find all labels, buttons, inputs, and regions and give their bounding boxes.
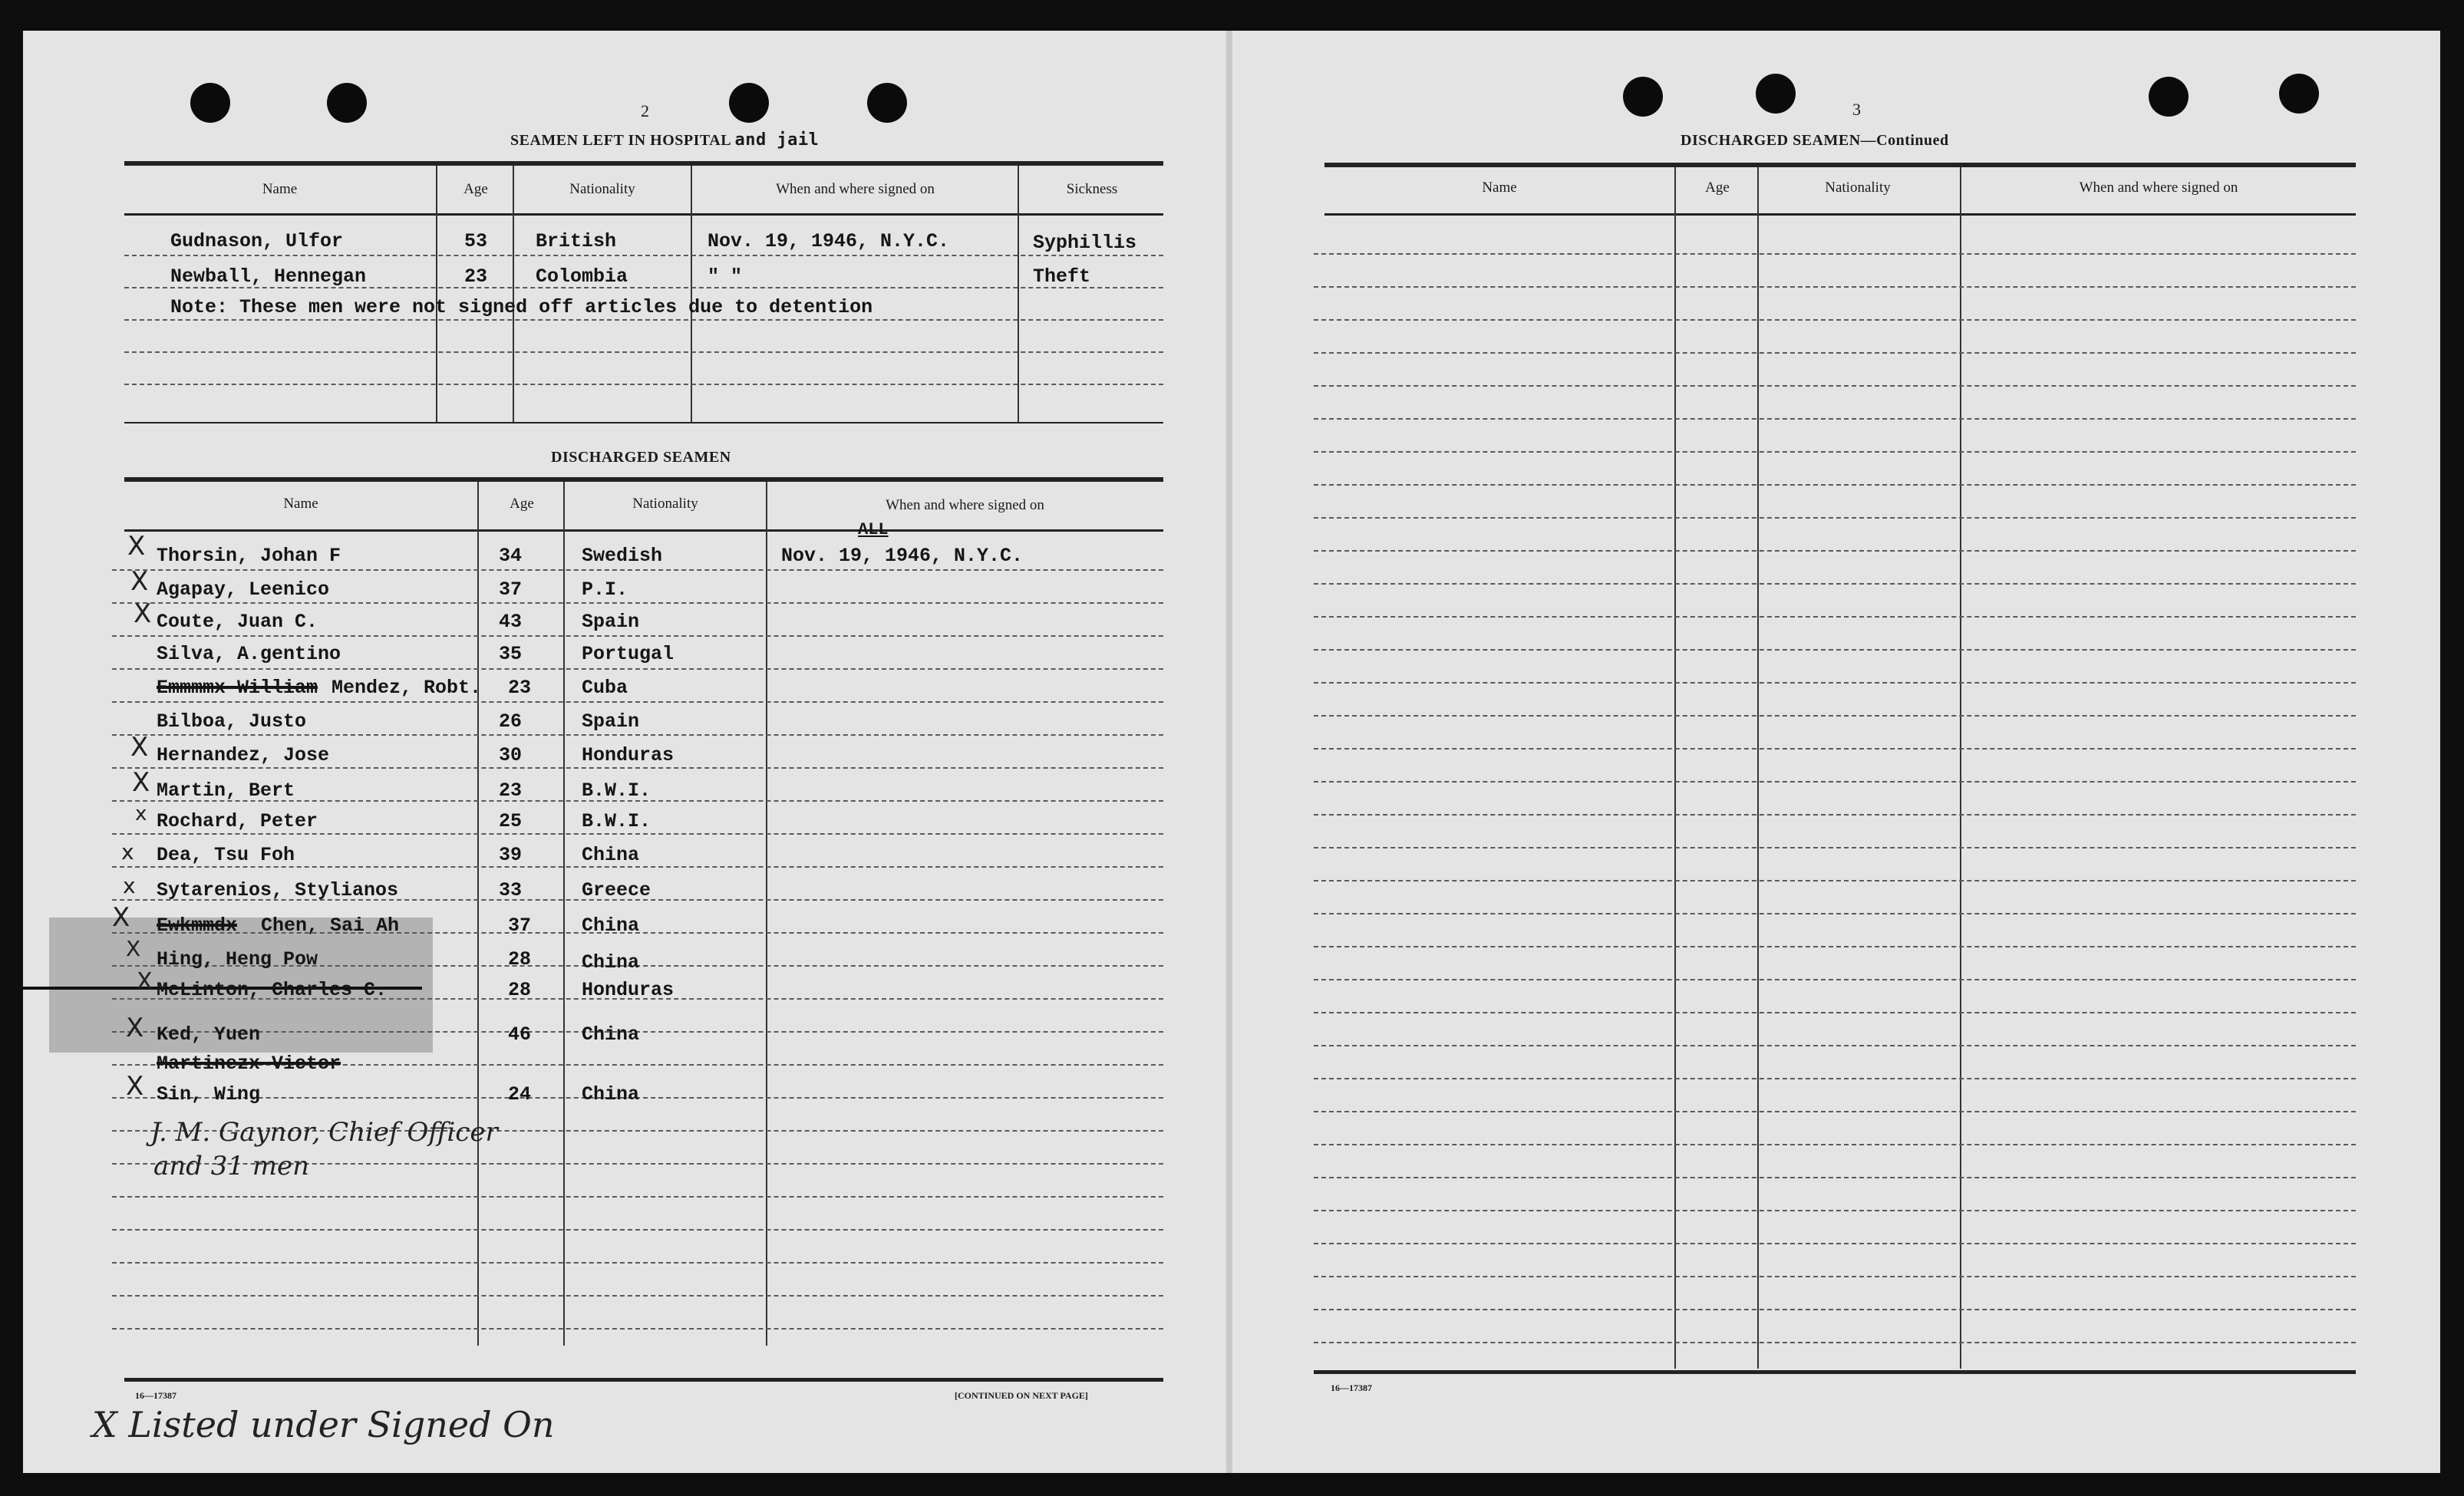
seaman-name: Coute, Juan C.: [157, 611, 318, 633]
row-line: [124, 255, 1163, 256]
hospital-row-nationality: British: [536, 230, 617, 252]
hospital-row-name: Newball, Hennegan: [170, 265, 367, 288]
row-line: [1314, 286, 2356, 288]
discharged-section-title: DISCHARGED SEAMEN: [551, 449, 731, 466]
column-divider: [1960, 167, 1961, 1369]
seaman-name: Sin, Wing: [157, 1083, 261, 1106]
check-mark: x: [121, 839, 134, 865]
seaman-nationality: Honduras: [582, 744, 675, 766]
top-rule: [124, 161, 1163, 166]
row-line: [1314, 583, 2356, 585]
row-line: [112, 833, 1163, 835]
check-mark: X: [126, 936, 141, 961]
header-rule: [124, 529, 1163, 532]
check-mark: X: [130, 566, 149, 597]
hospital-row-signed: Nov. 19, 1946, N.Y.C.: [708, 230, 950, 252]
top-rule: [1324, 163, 2356, 167]
row-line: [1314, 682, 2356, 684]
row-line: [1314, 517, 2356, 519]
row-line: [112, 866, 1163, 868]
check-mark: X: [126, 1013, 144, 1043]
punch-hole: [190, 83, 230, 123]
row-line: [1314, 1177, 2356, 1178]
seaman-name: McLinton, Charles C.: [157, 979, 388, 1001]
seaman-nationality: B.W.I.: [582, 779, 651, 802]
column-divider: [766, 482, 767, 1346]
row-line: [1314, 1276, 2356, 1277]
row-line: [112, 602, 1163, 604]
row-line: [1314, 451, 2356, 453]
row-line: [112, 668, 1163, 670]
seaman-age: 26: [499, 710, 523, 733]
row-line: [1314, 913, 2356, 914]
check-mark: X: [127, 531, 146, 562]
seaman-nationality: China: [582, 844, 640, 866]
all-label: ALL: [858, 520, 889, 539]
seaman-name-struck: Martinezx Victor: [157, 1053, 341, 1075]
punch-hole: [729, 83, 769, 123]
seaman-nationality: Swedish: [582, 545, 663, 567]
check-mark: X: [132, 767, 150, 798]
row-line: [112, 1328, 1163, 1330]
seaman-age: 23: [499, 779, 523, 802]
row-line: [112, 1196, 1163, 1198]
row-line: [1314, 1111, 2356, 1112]
row-line: [112, 1229, 1163, 1231]
seaman-age: 25: [499, 810, 523, 832]
hospital-row-signed: " ": [708, 265, 743, 288]
hospital-row-name: Gudnason, Ulfor: [170, 230, 344, 252]
row-line: [1314, 1342, 2356, 1343]
section-end-rule: [124, 422, 1163, 423]
hospital-row-age: 53: [464, 230, 488, 252]
check-mark: X: [130, 732, 149, 763]
seaman-nationality: Greece: [582, 879, 651, 901]
row-line: [124, 384, 1163, 385]
col-header-age: Age: [510, 496, 534, 512]
row-line: [1314, 1045, 2356, 1046]
row-line: [1314, 616, 2356, 618]
seaman-nationality: China: [582, 951, 640, 974]
row-line: [1314, 715, 2356, 717]
seaman-nationality: Spain: [582, 611, 640, 633]
struck-name-prefix: Emmmmx William: [157, 677, 318, 699]
seaman-name: Ked, Yuen: [157, 1023, 261, 1046]
punch-hole: [1756, 74, 1796, 114]
officer-signature: J. M. Gaynor, Chief Officer: [150, 1117, 498, 1148]
row-line: [1314, 550, 2356, 552]
seaman-nationality: Spain: [582, 710, 640, 733]
row-line: [1314, 649, 2356, 651]
page-fold: [1226, 31, 1232, 1473]
row-line: [112, 1262, 1163, 1264]
seaman-age: 24: [508, 1083, 532, 1106]
column-divider: [563, 482, 565, 1346]
header-rule: [1324, 213, 2356, 216]
row-line: [1314, 484, 2356, 486]
hospital-note: Note: These men were not signed off articles due to detention: [170, 296, 873, 318]
seaman-age: 37: [499, 578, 523, 601]
col-header-signed-on: When and where signed on: [776, 181, 935, 197]
top-rule: [124, 477, 1163, 482]
col-header-age: Age: [1705, 180, 1730, 196]
column-divider: [1757, 167, 1759, 1369]
row-line: [1314, 946, 2356, 947]
col-header-name: Name: [283, 496, 318, 512]
check-mark: x: [123, 873, 136, 898]
seaman-name: Dea, Tsu Foh: [157, 844, 295, 866]
row-line: [124, 319, 1163, 321]
seaman-age: 33: [499, 879, 523, 901]
row-line: [1314, 748, 2356, 750]
seaman-age: 23: [508, 677, 532, 699]
crew-count-note: and 31 men: [153, 1151, 310, 1181]
check-mark: x: [135, 802, 147, 825]
bottom-rule: [124, 1378, 1163, 1382]
column-divider: [1674, 167, 1676, 1369]
row-line: [112, 569, 1163, 571]
check-mark: X: [134, 598, 152, 629]
row-line: [112, 635, 1163, 637]
seaman-nationality: Cuba: [582, 677, 628, 699]
handwritten-footer: X Listed under Signed On: [92, 1404, 555, 1445]
col-header-name: Name: [262, 181, 298, 197]
seaman-name: Thorsin, Johan F: [157, 545, 341, 567]
seaman-age: 39: [499, 844, 523, 866]
check-mark: X: [137, 968, 153, 995]
bottom-rule: [1314, 1370, 2356, 1374]
hospital-title-added: and jail: [734, 130, 820, 150]
row-line: [1314, 1309, 2356, 1310]
seaman-age: 46: [508, 1023, 532, 1046]
form-number: 16—17387: [1331, 1382, 1372, 1393]
seaman-age: 43: [499, 611, 523, 633]
hospital-row-nationality: Colombia: [536, 265, 628, 288]
seaman-nationality: Portugal: [582, 643, 675, 665]
seaman-age: 28: [508, 948, 532, 970]
row-line: [1314, 1210, 2356, 1211]
col-header-nationality: Nationality: [569, 181, 635, 197]
form-number: 16—17387: [135, 1390, 176, 1401]
seaman-name: Hernandez, Jose: [157, 744, 330, 766]
continued-note: [CONTINUED ON NEXT PAGE]: [955, 1390, 1088, 1401]
seaman-name: Chen, Sai Ah: [261, 914, 400, 937]
check-mark: X: [126, 1071, 144, 1102]
row-line: [1314, 880, 2356, 881]
page-number: 3: [1852, 100, 1861, 119]
row-line: [1314, 814, 2356, 816]
seaman-nationality: China: [582, 1083, 640, 1106]
check-mark: X: [112, 902, 130, 933]
hospital-row-sickness: Syphillis: [1033, 232, 1137, 254]
col-header-name: Name: [1482, 180, 1517, 196]
row-line: [112, 1295, 1163, 1297]
seaman-name: Agapay, Leenico: [157, 578, 330, 601]
seaman-name: Sytarenios, Stylianos: [157, 879, 399, 901]
hospital-section-title: [510, 130, 819, 150]
seaman-nationality: China: [582, 914, 640, 937]
row-line: [1314, 385, 2356, 387]
punch-hole: [1623, 77, 1663, 117]
seaman-nationality: Honduras: [582, 979, 675, 1001]
seaman-age: 30: [499, 744, 523, 766]
punch-hole: [2279, 74, 2319, 114]
hospital-title-text: SEAMEN LEFT IN HOSPITAL: [510, 132, 731, 149]
row-line: [1314, 1012, 2356, 1013]
hospital-row-age: 23: [464, 265, 488, 288]
row-line: [1314, 418, 2356, 420]
seaman-age: 28: [508, 979, 532, 1001]
row-line: [1314, 1243, 2356, 1244]
row-line: [112, 701, 1163, 703]
struck-name-prefix: Ewkmmdx: [157, 914, 238, 937]
seaman-name: Martin, Bert: [157, 779, 295, 802]
column-divider: [477, 482, 479, 1346]
seaman-name: Bilboa, Justo: [157, 710, 307, 733]
row-line: [124, 351, 1163, 353]
seaman-nationality: B.W.I.: [582, 810, 651, 832]
row-line: [1314, 781, 2356, 783]
row-line: [1314, 352, 2356, 354]
row-line: [112, 734, 1163, 736]
col-header-sickness: Sickness: [1066, 181, 1118, 197]
row-line: [1314, 253, 2356, 255]
row-line: [1314, 979, 2356, 980]
seaman-nationality: P.I.: [582, 578, 628, 601]
col-header-age: Age: [463, 181, 488, 197]
seaman-age: 37: [508, 914, 532, 937]
seaman-name: Silva, A.gentino: [157, 643, 341, 665]
seaman-nationality: China: [582, 1023, 640, 1046]
seaman-age: 34: [499, 545, 523, 567]
row-line: [1314, 319, 2356, 321]
page-number: 2: [641, 101, 649, 120]
col-header-nationality: Nationality: [1825, 180, 1891, 196]
row-line: [1314, 847, 2356, 849]
seaman-name: Rochard, Peter: [157, 810, 318, 832]
punch-hole: [327, 83, 367, 123]
row-line: [112, 767, 1163, 769]
row-line: [1314, 1144, 2356, 1145]
row-line: [1314, 1078, 2356, 1079]
seaman-age: 35: [499, 643, 523, 665]
seaman-signed: Nov. 19, 1946, N.Y.C.: [781, 545, 1024, 567]
punch-hole: [2149, 77, 2189, 117]
header-rule: [124, 213, 1163, 216]
col-header-signed-on: When and where signed on: [2079, 180, 2238, 196]
seaman-name: Hing, Heng Pow: [157, 948, 318, 970]
discharged-continued-title: DISCHARGED SEAMEN—Continued: [1681, 132, 1949, 149]
col-header-signed-on: When and where signed on: [886, 497, 1044, 513]
seaman-name: Mendez, Robt.: [332, 677, 482, 699]
col-header-nationality: Nationality: [632, 496, 698, 512]
punch-hole: [867, 83, 907, 123]
hospital-row-sickness: Theft: [1033, 265, 1091, 288]
